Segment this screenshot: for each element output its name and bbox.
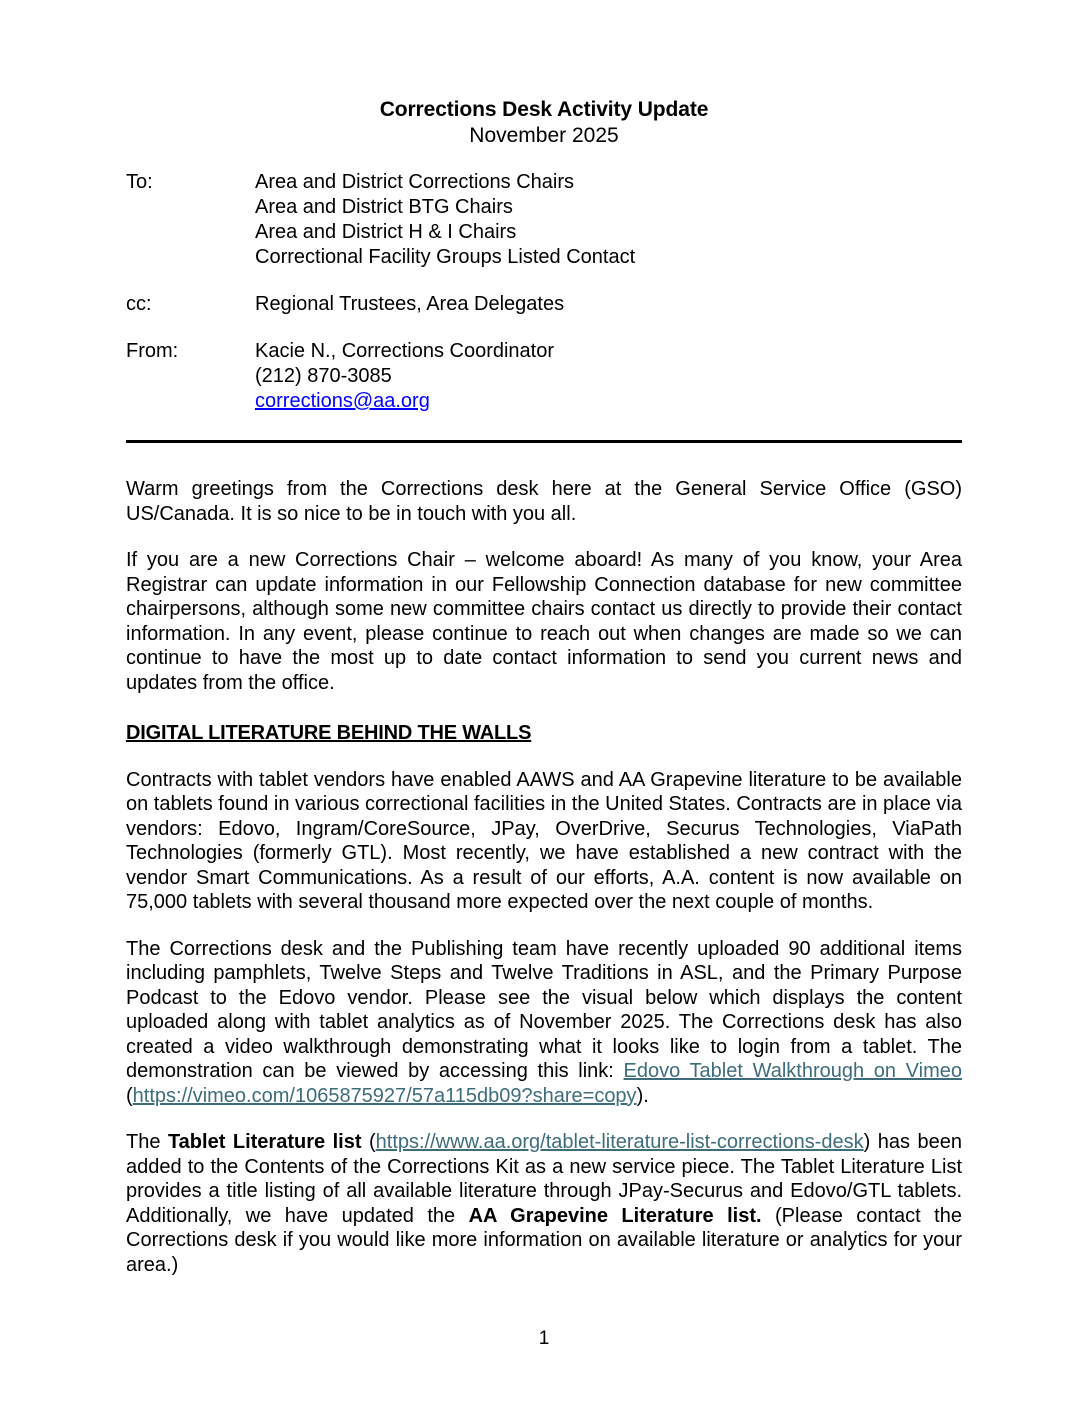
from-label: From: <box>126 340 179 362</box>
section-heading-digital-literature: DIGITAL LITERATURE BEHIND THE WALLS <box>126 722 532 744</box>
from-row <box>126 339 962 414</box>
from-name: Kacie N., Corrections Coordinator <box>255 340 555 362</box>
tablet-literature-list-bold: Tablet Literature list <box>167 1131 362 1153</box>
to-line: Area and District BTG Chairs <box>255 196 513 218</box>
paragraph-new-chair: If you are a new Corrections Chair – welcome aboard! As many of you know, your Area Registrar can update information in our Fellowship Connection database for new committee chairpersons, although some new committee chairs contact us directly to provide their contact information. In any event, please continue to reach out when changes are made so we can continue to have the most up to date contact information to send you current news and updates from the office. <box>126 549 962 694</box>
paragraph-greeting: Warm greetings from the Corrections desk here at the General Service Office (GSO) US/Canada. It is so nice to be in touch with you all. <box>126 478 962 525</box>
from-email-line <box>255 389 962 414</box>
document-content <box>126 0 962 1277</box>
cc-row <box>126 292 962 317</box>
to-row <box>126 170 962 270</box>
cc-label: cc: <box>126 293 152 315</box>
edovo-walkthrough-link[interactable]: Edovo Tablet Walkthrough on Vimeo <box>623 1060 962 1082</box>
cc-values <box>255 292 962 317</box>
header-divider <box>126 440 962 443</box>
paragraph-uploads-separator: ( <box>126 1084 133 1107</box>
to-line: Area and District H & I Chairs <box>255 221 517 243</box>
page-number: 1 <box>538 1328 550 1349</box>
paragraph-uploads-text: The Corrections desk and the Publishing team have recently uploaded 90 additional items including pamphlets, Twelve Steps and Twelve Traditions in ASL, and the Primary Purpose Podcast to the Edovo vendor. Please see the visual below which displays the content uploaded along with tablet analytics as of November 2025. The Corrections desk has also created a video walkthrough demonstrating what it looks like to login from a tablet. The demonstration can be viewed by accessing this link: <box>126 937 962 1082</box>
vimeo-url-link[interactable]: https://vimeo.com/1065875927/57a115db09?share=copy <box>132 1084 637 1107</box>
tablet-list-text-2: ( <box>361 1131 376 1153</box>
paragraph-uploads <box>126 915 962 1109</box>
page-subtitle: November 2025 <box>469 124 619 147</box>
tablet-list-text-4: (Please contact the Corrections desk if you would like more information on available literature or analytics for your area.) <box>126 1204 962 1276</box>
to-line: Area and District Corrections Chairs <box>255 171 574 193</box>
to-label: To: <box>126 171 153 193</box>
cc-line: Regional Trustees, Area Delegates <box>255 293 565 315</box>
to-line: Correctional Facility Groups Listed Contact <box>255 246 636 268</box>
grapevine-literature-list-bold: AA Grapevine Literature list. <box>468 1204 762 1227</box>
paragraph-tablet-literature-list <box>126 1108 962 1277</box>
to-values <box>255 170 962 270</box>
address-block <box>126 170 962 414</box>
from-values <box>255 339 962 414</box>
tablet-list-text-3: ) has been added to the Contents of the Corrections Kit as a new service piece. The Tablet Literature List provides a title listing of all available literature through JPay-Securus and Edovo/GTL tablets. Additionally, we have updated the <box>126 1131 963 1227</box>
from-phone: (212) 870-3085 <box>255 365 392 387</box>
paragraph-contracts: Contracts with tablet vendors have enabled AAWS and AA Grapevine literature to be available on tablets found in various correctional facilities in the United States. Contracts are in place via vendors: Edovo, Ingram/CoreSource, JPay, OverDrive, Securus Technologies, ViaPath Technologies (formerly GTL). Most recently, we have established a new contract with the vendor Smart Communications. As a result of our efforts, A.A. content is now available on 75,000 tablets with several thousand more expected over the next couple of months. <box>126 768 962 913</box>
tablet-list-text-1: The <box>126 1131 168 1153</box>
tablet-literature-list-url-link[interactable]: https://www.aa.org/tablet-literature-list-corrections-desk <box>375 1131 864 1153</box>
email-link[interactable]: corrections@aa.org <box>255 390 430 412</box>
paragraph-uploads-tail: ). <box>636 1084 649 1107</box>
page-title: Corrections Desk Activity Update <box>379 98 709 121</box>
